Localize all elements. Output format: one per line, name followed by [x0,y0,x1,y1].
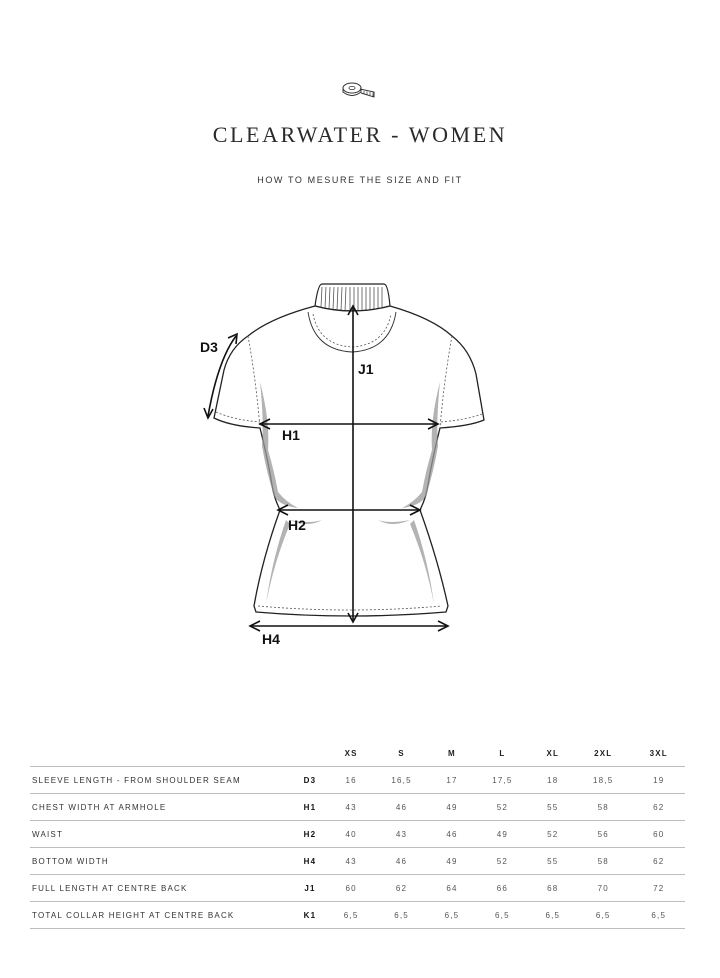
label-h2: H2 [288,517,306,533]
measurement-value: 62 [372,875,431,902]
label-d3: D3 [200,339,218,355]
size-header: 2XL [574,740,633,767]
measurement-label: FULL LENGTH AT CENTRE BACK [30,875,290,902]
page-title: CLEARWATER - WOMEN [212,122,508,147]
measurement-value: 16 [330,767,372,794]
measurement-code: H2 [290,821,330,848]
measurement-value: 16,5 [372,767,431,794]
measurement-value: 18,5 [574,767,633,794]
measurement-code: J1 [290,875,330,902]
table-row [30,767,685,794]
measurement-code: K1 [290,902,330,929]
header-blank [30,740,290,767]
measurement-value: 58 [574,794,633,821]
measurement-value: 17 [431,767,473,794]
measurement-value: 6,5 [330,902,372,929]
page-subtitle: HOW TO MESURE THE SIZE AND FIT [257,175,463,185]
measurement-value: 43 [330,794,372,821]
measurement-value: 55 [532,794,574,821]
measurement-value: 62 [632,848,685,875]
size-chart-table [30,740,685,929]
table-row [30,821,685,848]
measurement-value: 56 [574,821,633,848]
measurement-value: 40 [330,821,372,848]
measurement-value: 6,5 [473,902,532,929]
measurement-value: 46 [372,794,431,821]
label-h1: H1 [282,427,300,443]
measurement-value: 46 [431,821,473,848]
table-row [30,902,685,929]
measurement-label: CHEST WIDTH AT ARMHOLE [30,794,290,821]
measurement-value: 43 [372,821,431,848]
shirt-back-diagram [190,270,510,660]
measurement-value: 6,5 [431,902,473,929]
size-header: L [473,740,532,767]
measurement-value: 49 [473,821,532,848]
measurement-value: 49 [431,848,473,875]
measurement-code: H1 [290,794,330,821]
measurement-value: 17,5 [473,767,532,794]
measurement-value: 64 [431,875,473,902]
table-row [30,848,685,875]
measurement-code: D3 [290,767,330,794]
measurement-label: WAIST [30,821,290,848]
measurement-value: 18 [532,767,574,794]
label-h4: H4 [262,631,280,647]
measurement-label: TOTAL COLLAR HEIGHT AT CENTRE BACK [30,902,290,929]
measurement-label: SLEEVE LENGTH - FROM SHOULDER SEAM [30,767,290,794]
shirt-body-outline [214,306,484,616]
measurement-value: 6,5 [574,902,633,929]
measurement-code: H4 [290,848,330,875]
measurement-label: BOTTOM WIDTH [30,848,290,875]
measurement-value: 68 [532,875,574,902]
measurement-value: 43 [330,848,372,875]
measurement-value: 6,5 [372,902,431,929]
table-row [30,794,685,821]
table-row [30,875,685,902]
measurement-value: 46 [372,848,431,875]
measurement-value: 70 [574,875,633,902]
measurement-value: 72 [632,875,685,902]
measurement-value: 52 [473,794,532,821]
measurement-value: 52 [473,848,532,875]
measurement-value: 66 [473,875,532,902]
measuring-tape-icon [340,78,378,100]
table-header-row [30,740,685,767]
measurement-value: 60 [330,875,372,902]
measurement-value: 52 [532,821,574,848]
measurement-value: 62 [632,794,685,821]
measurement-value: 19 [632,767,685,794]
size-header: M [431,740,473,767]
size-header: 3XL [632,740,685,767]
measurement-value: 60 [632,821,685,848]
header-blank [290,740,330,767]
measurement-value: 49 [431,794,473,821]
measurement-value: 55 [532,848,574,875]
measurement-value: 6,5 [632,902,685,929]
measurement-value: 6,5 [532,902,574,929]
label-j1: J1 [358,361,374,377]
measurement-value: 58 [574,848,633,875]
size-header: S [372,740,431,767]
size-header: XS [330,740,372,767]
size-header: XL [532,740,574,767]
